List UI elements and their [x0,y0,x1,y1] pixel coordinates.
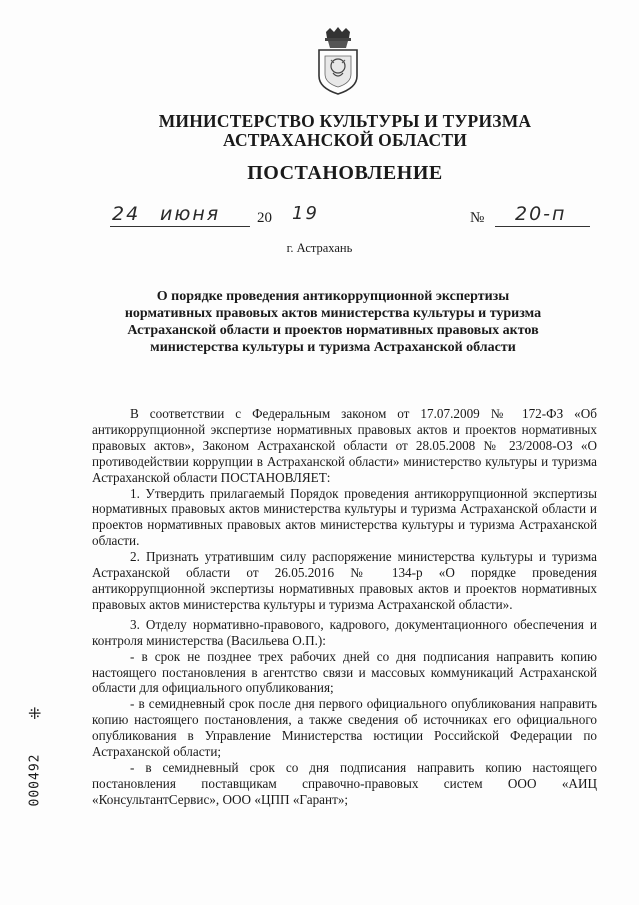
document-title: О порядке проведения антикоррупционной экспертизы нормативных правовых актов министерства культуры и туризма Астраханской области и проектов нормативных правовых актов министерства культуры и туризма Астраханской области [124,289,542,355]
coat-of-arms-icon [316,26,360,96]
item-1-paragraph: 1. Утвердить прилагаемый Порядок проведения антикоррупционной экспертизы нормативных правовых актов министерства культуры и туризма Астраханской области и проектов нормативных правовых актов министерства культуры и туризма Астраханской области. [92,485,597,549]
date-underline [110,226,250,227]
item-3-paragraph: 3. Отделу нормативно-правового, кадрового, документационного обеспечения и контроля министерства (Васильева О.П.): [92,616,597,648]
margin-serial-number [20,750,50,810]
date-year-prefix: 20 [257,210,272,226]
number-sign: № [470,210,485,226]
intro-paragraph: В соответствии с Федеральным законом от 17.07.2009 № 172-ФЗ «Об антикоррупционной экспертизе нормативных правовых актов и проектов нормативных правовых актов», Законом Астраханской области от 28.05.2008 № 23/2008-ОЗ «О противодействии коррупции в Астраханской области» министерство культуры и туризма Астраханской области ПОСТАНОВЛЯЕТ: [92,406,597,485]
margin-serial-number-text: 000492 [27,753,43,807]
date-number-row [110,203,600,233]
item-2-paragraph: 2. Признать утратившим силу распоряжение министерства культуры и туризма Астраханской области от 26.05.2016 № 134-р «О порядке проведения антикоррупционной экспертизы нормативных правовых актов и проектов нормативных правовых актов министерства культуры и туризма Астраханской области». [92,549,597,612]
decree-number: 20-п [515,203,567,225]
decree-heading: ПОСТАНОВЛЕНИЕ [247,162,443,184]
subitem-1-paragraph: - в срок не позднее трех рабочих дней со дня подписания направить копию настоящего постановления в агентство связи и массовых коммуникаций Астраханской области для официального опубликования; [92,648,597,696]
subitem-2-paragraph: - в семидневный срок после дня первого официального опубликования направить копию настоящего постановления, а также сведения об источниках его официального опубликования в Управление Министерства юстиции Российской Федерации по Астраханской области; [92,696,597,760]
date-day: 24 [112,203,141,225]
ministry-line-2: АСТРАХАНСКОЙ ОБЛАСТИ [222,130,468,150]
document-body [92,406,597,808]
city-name: г. Астрахань [286,241,353,255]
ministry-name [140,112,550,150]
date-month: июня [160,203,221,225]
subitem-3-paragraph: - в семидневный срок со дня подписания направить копию настоящего постановления поставщикам справочно-правовых систем ООО «АИЦ «КонсультантСервис», ООО «ЦПП «Гарант»; [92,759,597,807]
date-year-suffix: 19 [292,203,319,224]
ministry-line-1: МИНИСТЕРСТВО КУЛЬТУРЫ И ТУРИЗМА [158,111,532,131]
margin-mark: ⁜ [28,706,42,723]
number-underline [495,226,590,227]
